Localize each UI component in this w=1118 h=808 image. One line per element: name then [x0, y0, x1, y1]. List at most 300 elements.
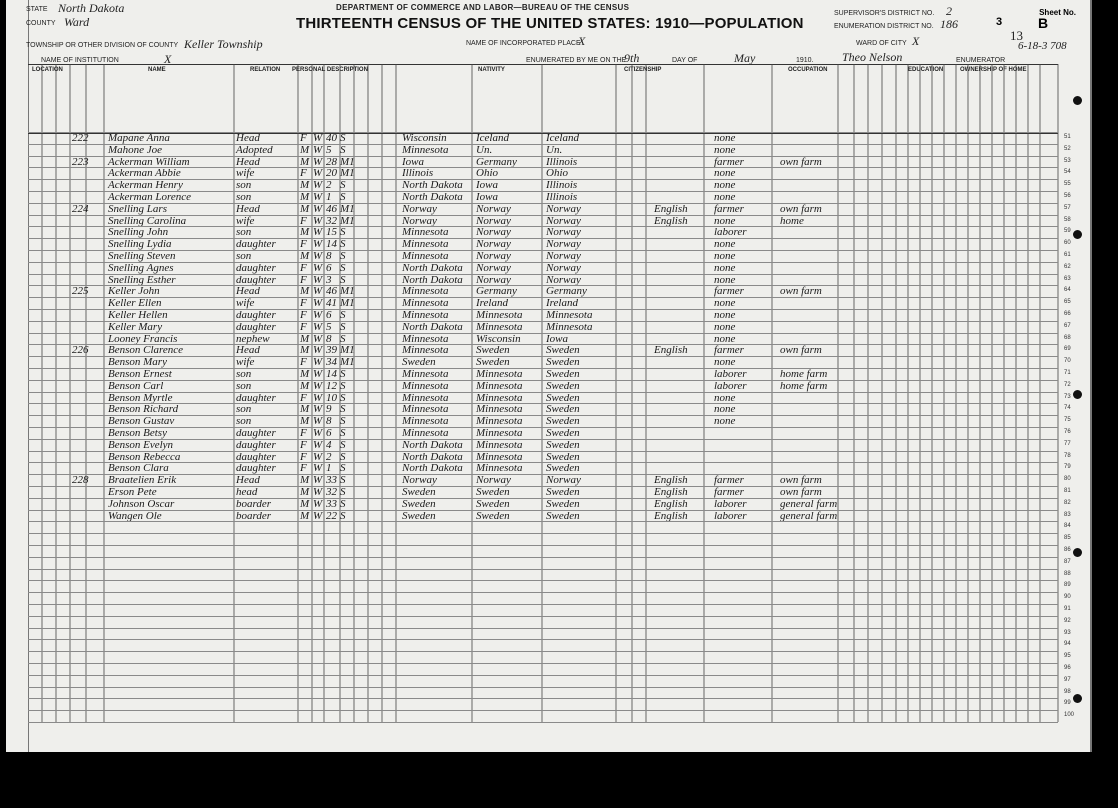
col-nativity: NATIVITY — [478, 67, 505, 73]
occupation: farmer — [714, 344, 744, 357]
row-number: 72 — [1064, 381, 1071, 388]
age: 9 — [326, 403, 332, 416]
person-name: Snelling John — [108, 226, 169, 239]
occupation: farmer — [714, 285, 744, 298]
row-number: 71 — [1064, 370, 1071, 376]
mother-birthplace: Norway — [546, 202, 581, 215]
father-birthplace: Sweden — [476, 486, 510, 498]
sex: F — [300, 261, 307, 274]
occupation: farmer — [714, 202, 744, 215]
relation: Head — [236, 285, 260, 298]
race: W — [313, 474, 323, 487]
relation: daughter — [236, 391, 276, 404]
person-name: Benson Clarence — [108, 344, 184, 357]
birthplace: Minnesota — [402, 250, 449, 262]
row-rule — [28, 569, 1058, 570]
row-rule — [28, 557, 1058, 558]
person-name: Keller John — [108, 285, 160, 298]
department-line: DEPARTMENT OF COMMERCE AND LABOR—BUREAU OF THE CENSUS — [336, 3, 630, 12]
mother-birthplace: Sweden — [546, 438, 580, 451]
birthplace: Minnesota — [402, 238, 449, 251]
sex: F — [300, 309, 307, 321]
mother-birthplace: Iceland — [546, 132, 579, 144]
row-rule — [28, 521, 1058, 522]
occupation: laborer — [714, 497, 747, 510]
enum-day: 9th — [624, 51, 640, 65]
sex: M — [300, 379, 310, 392]
row-number: 65 — [1064, 299, 1071, 306]
row-number: 57 — [1064, 204, 1071, 211]
marital-status: S — [340, 320, 346, 333]
table-row — [28, 262, 1058, 274]
enumerator-name: Theo Nelson — [842, 50, 903, 64]
mother-birthplace: Sweden — [546, 486, 580, 498]
mother-birthplace: Norway — [546, 214, 581, 227]
row-number: 93 — [1064, 629, 1071, 636]
race: W — [313, 450, 323, 463]
race: W — [313, 379, 323, 392]
person-name: Benson Mary — [108, 356, 167, 369]
marital-status: S — [340, 450, 346, 463]
table-row — [28, 321, 1058, 333]
row-number: 100 — [1064, 712, 1075, 719]
person-name: Keller Ellen — [108, 297, 162, 310]
birthplace: Sweden — [402, 356, 436, 369]
stamp-number: 13 — [1010, 28, 1023, 43]
race: W — [313, 356, 323, 369]
father-birthplace: Minnesota — [476, 450, 523, 463]
col-citizenship: CITIZENSHIP — [624, 67, 662, 73]
relation: Head — [236, 344, 260, 357]
marital-status: S — [340, 250, 346, 262]
marital-status: M1 — [340, 297, 355, 310]
race: W — [313, 332, 323, 345]
birthplace: North Dakota — [402, 320, 463, 333]
marital-status: S — [340, 438, 346, 451]
birthplace: Minnesota — [402, 297, 449, 310]
race: W — [313, 261, 323, 274]
sex: F — [300, 438, 307, 451]
row-number: 56 — [1064, 193, 1071, 199]
relation: daughter — [236, 450, 276, 463]
person-name: Benson Betsy — [108, 427, 167, 439]
race: W — [313, 155, 323, 168]
race: W — [313, 297, 323, 310]
occupation: laborer — [714, 226, 747, 239]
row-number: 66 — [1064, 311, 1071, 317]
marital-status: S — [340, 368, 346, 380]
row-number: 78 — [1064, 452, 1071, 459]
relation: wife — [236, 214, 255, 227]
father-birthplace: Iowa — [476, 191, 498, 203]
marital-status: S — [340, 179, 346, 192]
race: W — [313, 438, 323, 451]
industry: own farm — [780, 344, 822, 357]
relation: Head — [236, 474, 260, 487]
race: W — [313, 309, 323, 321]
table-row — [28, 285, 1058, 297]
row-number: 63 — [1064, 275, 1071, 282]
birthplace: Minnesota — [402, 332, 449, 345]
state-value: North Dakota — [58, 1, 125, 15]
row-rule — [28, 687, 1058, 688]
person-name: Snelling Agnes — [108, 261, 174, 274]
row-number: 95 — [1064, 653, 1071, 660]
age: 10 — [326, 391, 337, 404]
sex: M — [300, 368, 310, 380]
occupation: none — [714, 332, 736, 345]
race: W — [313, 202, 323, 215]
occupation: farmer — [714, 155, 744, 168]
mother-birthplace: Sweden — [546, 344, 580, 357]
marital-status: M1 — [340, 214, 355, 227]
mother-birthplace: Norway — [546, 261, 581, 274]
row-rule — [28, 616, 1058, 617]
row-number: 91 — [1064, 606, 1071, 612]
mother-birthplace: Sweden — [546, 356, 580, 369]
mother-birthplace: Germany — [546, 285, 587, 298]
birthplace: Sweden — [402, 509, 436, 522]
row-number: 98 — [1064, 688, 1071, 695]
sex: F — [300, 214, 307, 227]
mother-birthplace: Sweden — [546, 427, 580, 439]
age: 15 — [326, 226, 337, 239]
sex: F — [300, 273, 307, 286]
ward-value: X — [912, 34, 920, 48]
table-row — [28, 439, 1058, 451]
age: 2 — [326, 450, 332, 463]
ward-label: WARD OF CITY — [856, 40, 907, 47]
institution-label: NAME OF INSTITUTION — [41, 57, 119, 64]
page-reference: 6-18-3 708 — [1018, 40, 1067, 52]
language: English — [654, 509, 688, 522]
row-number: 94 — [1064, 641, 1071, 648]
day-of-label: DAY OF — [672, 57, 698, 64]
sex: F — [300, 391, 307, 404]
marital-status: S — [340, 427, 346, 439]
table-row — [28, 344, 1058, 356]
birthplace: North Dakota — [402, 273, 463, 286]
sex: F — [300, 238, 307, 251]
year-label: 1910. — [796, 57, 814, 64]
sex: M — [300, 179, 310, 192]
row-number: 83 — [1064, 511, 1071, 518]
relation: boarder — [236, 497, 272, 510]
county-value: Ward — [64, 15, 90, 29]
col-personal: PERSONAL DESCRIPTION — [292, 67, 368, 73]
age: 41 — [326, 297, 337, 310]
race: W — [313, 427, 323, 439]
father-birthplace: Norway — [476, 261, 511, 274]
industry: own farm — [780, 285, 822, 298]
marital-status: S — [340, 226, 346, 239]
father-birthplace: Minnesota — [476, 427, 523, 439]
person-name: Ackerman Abbie — [108, 167, 181, 180]
row-number: 76 — [1064, 429, 1071, 435]
age: 34 — [326, 356, 337, 369]
sex: M — [300, 155, 310, 168]
person-name: Benson Clara — [108, 462, 169, 475]
relation: daughter — [236, 462, 276, 475]
person-name: Ackerman William — [108, 155, 190, 168]
birthplace: North Dakota — [402, 179, 463, 192]
occupation: none — [714, 320, 736, 333]
sex: F — [300, 167, 307, 180]
father-birthplace: Minnesota — [476, 309, 523, 321]
mother-birthplace: Iowa — [546, 332, 568, 345]
row-number: 73 — [1064, 393, 1071, 400]
person-name: Benson Evelyn — [108, 438, 174, 451]
row-number: 81 — [1064, 488, 1071, 494]
relation: son — [236, 415, 252, 428]
row-rule — [28, 710, 1058, 711]
row-number: 60 — [1064, 240, 1071, 247]
birthplace: Minnesota — [402, 391, 449, 404]
dwelling-number: 225 — [72, 285, 89, 298]
place-label: NAME OF INCORPORATED PLACE — [466, 40, 581, 47]
table-row — [28, 368, 1058, 380]
enum-month: May — [734, 51, 756, 65]
marital-status: S — [340, 486, 346, 498]
mother-birthplace: Un. — [546, 143, 563, 156]
age: 28 — [326, 155, 337, 168]
col-occupation: OCCUPATION — [788, 67, 828, 73]
race: W — [313, 415, 323, 428]
sex: F — [300, 462, 307, 475]
row-number: 92 — [1064, 617, 1071, 624]
race: W — [313, 486, 323, 498]
mother-birthplace: Sweden — [546, 450, 580, 463]
table-row — [28, 132, 1058, 144]
birthplace: Minnesota — [402, 403, 449, 416]
row-number: 52 — [1064, 145, 1071, 152]
age: 46 — [326, 202, 337, 215]
person-name: Looney Francis — [108, 332, 178, 345]
relation: wife — [236, 297, 255, 310]
relation: head — [236, 486, 258, 498]
industry: home farm — [780, 379, 828, 392]
row-number: 74 — [1064, 405, 1071, 412]
industry: general farm — [780, 509, 838, 522]
marital-status: S — [340, 309, 346, 321]
birthplace: Minnesota — [402, 427, 449, 439]
dwelling-number: 228 — [72, 474, 89, 487]
row-number: 58 — [1064, 216, 1071, 223]
sex: F — [300, 356, 307, 369]
sex: M — [300, 497, 310, 510]
mother-birthplace: Norway — [546, 250, 581, 262]
race: W — [313, 238, 323, 251]
table-row — [28, 333, 1058, 345]
table-row — [28, 191, 1058, 203]
person-name: Mahone Joe — [108, 143, 163, 156]
table-row — [28, 415, 1058, 427]
row-number: 62 — [1064, 263, 1071, 270]
person-name: Ackerman Lorence — [108, 191, 191, 203]
table-row — [28, 462, 1058, 474]
row-rule — [28, 675, 1058, 676]
birthplace: North Dakota — [402, 191, 463, 203]
occupation: laborer — [714, 509, 747, 522]
race: W — [313, 191, 323, 203]
industry: own farm — [780, 155, 822, 168]
row-number: 96 — [1064, 665, 1071, 671]
marital-status: M1 — [340, 167, 355, 180]
occupation: none — [714, 250, 736, 262]
person-name: Keller Hellen — [108, 309, 168, 321]
state-label: STATE — [26, 6, 48, 13]
row-rule — [28, 639, 1058, 640]
mother-birthplace: Ireland — [546, 297, 578, 310]
row-number: 79 — [1064, 464, 1071, 471]
table-row — [28, 451, 1058, 463]
row-rule — [28, 545, 1058, 546]
language: English — [654, 344, 688, 357]
race: W — [313, 285, 323, 298]
occupation: none — [714, 132, 736, 144]
father-birthplace: Sweden — [476, 509, 510, 522]
row-number: 61 — [1064, 252, 1071, 258]
marital-status: M1 — [340, 344, 355, 357]
race: W — [313, 320, 323, 333]
birthplace: North Dakota — [402, 462, 463, 475]
person-name: Wangen Ole — [108, 509, 162, 522]
person-name: Benson Carl — [108, 379, 164, 392]
person-name: Snelling Steven — [108, 250, 176, 262]
father-birthplace: Norway — [476, 214, 511, 227]
table-row — [28, 203, 1058, 215]
census-title: THIRTEENTH CENSUS OF THE UNITED STATES: 1910—POPULATION — [296, 15, 804, 32]
row-number: 85 — [1064, 535, 1071, 542]
relation: Head — [236, 155, 260, 168]
row-number: 69 — [1064, 346, 1071, 353]
person-name: Snelling Carolina — [108, 214, 187, 227]
father-birthplace: Minnesota — [476, 403, 523, 416]
occupation: none — [714, 143, 736, 156]
birthplace: Minnesota — [402, 379, 449, 392]
age: 4 — [326, 438, 332, 451]
relation: son — [236, 179, 252, 192]
birthplace: Illinois — [402, 167, 434, 180]
marital-status: S — [340, 191, 346, 203]
race: W — [313, 167, 323, 180]
row-number: 97 — [1064, 676, 1071, 683]
table-row — [28, 309, 1058, 321]
county-label: COUNTY — [26, 20, 56, 27]
marital-status: S — [340, 403, 346, 416]
dwelling-number: 224 — [72, 202, 89, 215]
age: 46 — [326, 285, 337, 298]
mother-birthplace: Sweden — [546, 391, 580, 404]
row-number: 87 — [1064, 558, 1071, 565]
occupation: none — [714, 261, 736, 274]
father-birthplace: Minnesota — [476, 368, 523, 380]
person-name: Braatelien Erik — [108, 474, 177, 487]
row-number: 80 — [1064, 476, 1071, 483]
race: W — [313, 226, 323, 239]
age: 12 — [326, 379, 337, 392]
occupation: none — [714, 403, 736, 416]
row-number: 82 — [1064, 499, 1071, 506]
occupation: none — [714, 179, 736, 192]
marital-status: S — [340, 238, 346, 251]
row-number: 67 — [1064, 322, 1071, 329]
punch-hole — [1073, 390, 1082, 399]
age: 20 — [326, 167, 337, 180]
age: 39 — [326, 344, 337, 357]
supervisor-label: SUPERVISOR'S DISTRICT NO. — [834, 10, 935, 17]
race: W — [313, 250, 323, 262]
age: 2 — [326, 179, 332, 192]
father-birthplace: Minnesota — [476, 320, 523, 333]
relation: daughter — [236, 273, 276, 286]
table-row — [28, 144, 1058, 156]
table-row — [28, 486, 1058, 498]
col-relation: RELATION — [250, 67, 281, 73]
marital-status: S — [340, 261, 346, 274]
occupation: farmer — [714, 486, 744, 498]
language: English — [654, 486, 688, 498]
mother-birthplace: Sweden — [546, 403, 580, 416]
enumerator-label: ENUMERATOR — [956, 57, 1006, 64]
language: English — [654, 497, 688, 510]
sex: M — [300, 143, 310, 156]
relation: daughter — [236, 320, 276, 333]
father-birthplace: Un. — [476, 143, 493, 156]
birthplace: Iowa — [402, 155, 424, 168]
col-education: EDUCATION — [908, 67, 944, 73]
marital-status: S — [340, 497, 346, 510]
relation: daughter — [236, 238, 276, 251]
punch-hole — [1073, 694, 1082, 703]
mother-birthplace: Minnesota — [546, 320, 593, 333]
birthplace: Minnesota — [402, 368, 449, 380]
row-number: 55 — [1064, 181, 1071, 188]
industry: own farm — [780, 486, 822, 498]
relation: nephew — [236, 332, 270, 345]
relation: Head — [236, 132, 260, 144]
sex: M — [300, 486, 310, 498]
table-row — [28, 156, 1058, 168]
relation: wife — [236, 356, 255, 369]
relation: son — [236, 368, 252, 380]
table-row — [28, 250, 1058, 262]
age: 40 — [326, 132, 337, 144]
father-birthplace: Ohio — [476, 167, 498, 180]
row-number: 68 — [1064, 334, 1071, 341]
person-name: Johnson Oscar — [108, 497, 175, 510]
row-number: 84 — [1064, 523, 1071, 530]
father-birthplace: Germany — [476, 285, 517, 298]
age: 14 — [326, 238, 337, 251]
relation: daughter — [236, 261, 276, 274]
relation: daughter — [236, 438, 276, 451]
industry: home — [780, 214, 804, 227]
table-row — [28, 215, 1058, 227]
table-row — [28, 179, 1058, 191]
marital-status: S — [340, 273, 346, 286]
person-name: Keller Mary — [108, 320, 163, 333]
mother-birthplace: Illinois — [546, 179, 578, 192]
punch-hole — [1073, 230, 1082, 239]
birthplace: Sweden — [402, 486, 436, 498]
father-birthplace: Sweden — [476, 497, 510, 510]
race: W — [313, 497, 323, 510]
age: 14 — [326, 368, 337, 380]
table-row — [28, 427, 1058, 439]
relation: boarder — [236, 509, 272, 522]
birthplace: Wisconsin — [402, 132, 447, 144]
